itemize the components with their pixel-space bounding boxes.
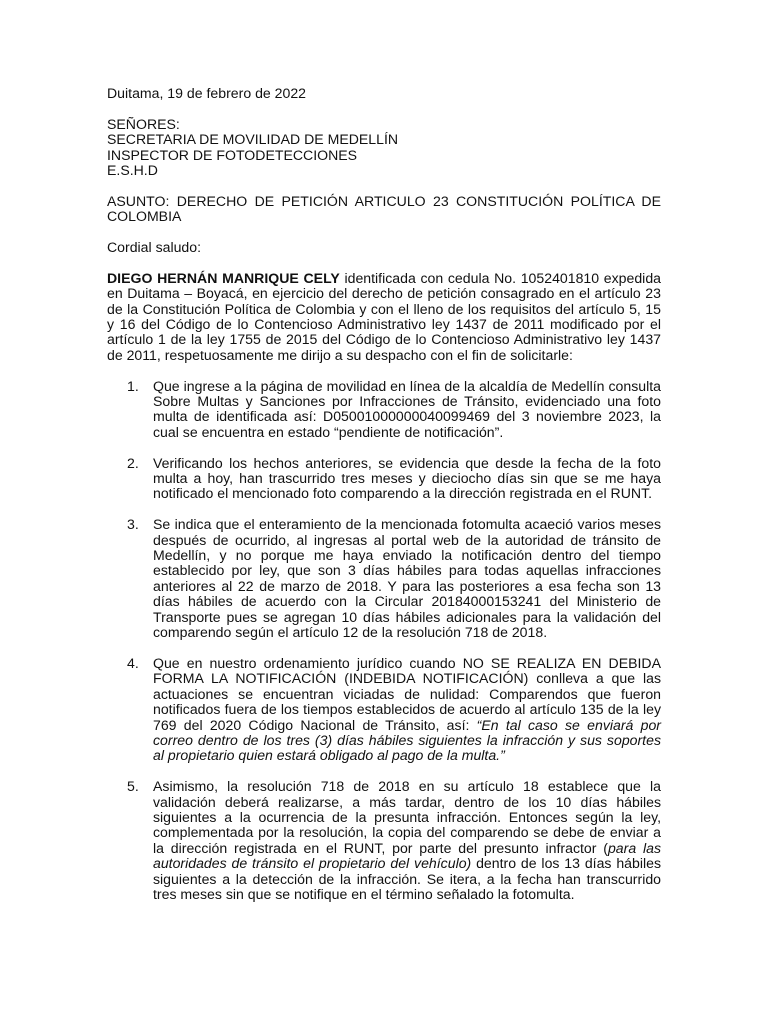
list-item — [127, 377, 661, 441]
item-text: Asimismo, la resolución 718 de 2018 en su artículo 18 establece que la validación deberá realizarse, a más tardar, dentro de los 10 días hábiles siguientes a la ocurrencia de la presunta infracción. Entonces según la ley, complementada por la resolución, la copia del comparendo se debe de enviar a la dirección registrada en el RUNT, por parte del presunto infractor ( — [153, 778, 661, 856]
item-number: 4. — [127, 654, 139, 671]
recipient-line: SEÑORES: — [107, 115, 180, 132]
item-text: Verificando los hechos anteriores, se evidencia que desde la fecha de la foto multa a hoy, han trascurrido tres meses y dieciocho días sin que se me haya notificado el mencionado foto comparendo a la dirección registrada en el RUNT. — [153, 454, 661, 502]
recipient-line: E.S.H.D — [107, 162, 158, 179]
petitioner-name: DIEGO HERNÁN MANRIQUE CELY — [107, 269, 340, 286]
intro-paragraph — [107, 271, 661, 363]
recipient-line: INSPECTOR DE FOTODETECCIONES — [107, 146, 358, 163]
date-line: Duitama, 19 de febrero de 2022 — [107, 85, 307, 101]
item-text: Que ingrese a la página de movilidad en línea de la alcaldía de Medellín consulta Sobre Multas y Sanciones por Infracciones de Tránsito, evidenciado una foto multa de identificada así: D05001000000040099469 del 3 noviembre 2023, la cual se encuentra en estado “pendiente de notificación”. — [153, 377, 661, 440]
list-item — [127, 778, 661, 902]
recipients-block — [107, 117, 661, 179]
subject-line: ASUNTO: DERECHO DE PETICIÓN ARTICULO 23 CONSTITUCIÓN POLÍTICA DE COLOMBIA — [107, 192, 661, 225]
list-item — [127, 516, 661, 641]
item-number: 5. — [127, 778, 139, 795]
item-quote: “En tal caso se enviará por correo dentro de los tres (3) días hábiles siguientes la infracción y sus soportes al propietario quien estará obligado al pago de la multa.” — [153, 716, 661, 764]
item-number: 1. — [127, 377, 139, 394]
item-number: 3. — [127, 516, 139, 533]
item-italic-aside: para las autoridades de tránsito el propietario del vehículo) — [153, 839, 661, 872]
intro-text: identificada con cedula No. 1052401810 expedida en Duitama – Boyacá, en ejercicio del derecho de petición consagrado en el artículo 23 de la Constitución Política de Colombia y con el lleno de los requisitos del artículo 5, 15 y 16 del Código de lo Contencioso Administrativo ley 1437 de 2011 modificado por el artículo 1 de la ley 1755 de 2015 del Código de lo Contencioso Administrativo ley 1437 de 2011, respetuosamente me dirijo a su despacho con el fin de solicitarle: — [107, 269, 661, 363]
greeting: Cordial saludo: — [107, 239, 202, 256]
item-text: Que en nuestro ordenamiento jurídico cuando NO SE REALIZA EN DEBIDA FORMA LA NOTIFICACIÓN (INDEBIDA NOTIFICACIÓN) conlleva a que las actuaciones se encuentran viciadas de nulidad: Comparendos que fueron notificados fuera de los tiempos establecidos de acuerdo al artículo 135 de la ley 769 del 2020 Código Nacional de Tránsito, así: — [153, 654, 661, 733]
request-list — [127, 377, 661, 903]
list-item — [127, 654, 661, 764]
item-number: 2. — [127, 454, 139, 471]
item-text: Se indica que el enteramiento de la mencionada fotomulta acaeció varios meses después de ocurrido, al ingresas al portal web de la autoridad de tránsito de Medellín, y no porque me haya enviado la notificación dentro del tiempo establecido por ley, que son 3 días hábiles para todas aquellas infracciones anteriores al 22 de marzo de 2018. Y para las posteriores a esa fecha son 13 días hábiles de acuerdo con la Circular 20184000153241 del Ministerio de Transporte pues se agregan 10 días hábiles adicionales para la validación del comparendo según el artículo 12 de la resolución 718 de 2018. — [153, 516, 661, 641]
list-item — [127, 454, 661, 502]
recipient-line: SECRETARIA DE MOVILIDAD DE MEDELLÍN — [107, 131, 399, 148]
item-text-after: dentro de los 13 días hábiles siguientes a la detección de la infracción. Se itera, a la fecha han transcurrido tres meses sin que se notifique en el término señalado la fotomulta. — [153, 855, 661, 902]
